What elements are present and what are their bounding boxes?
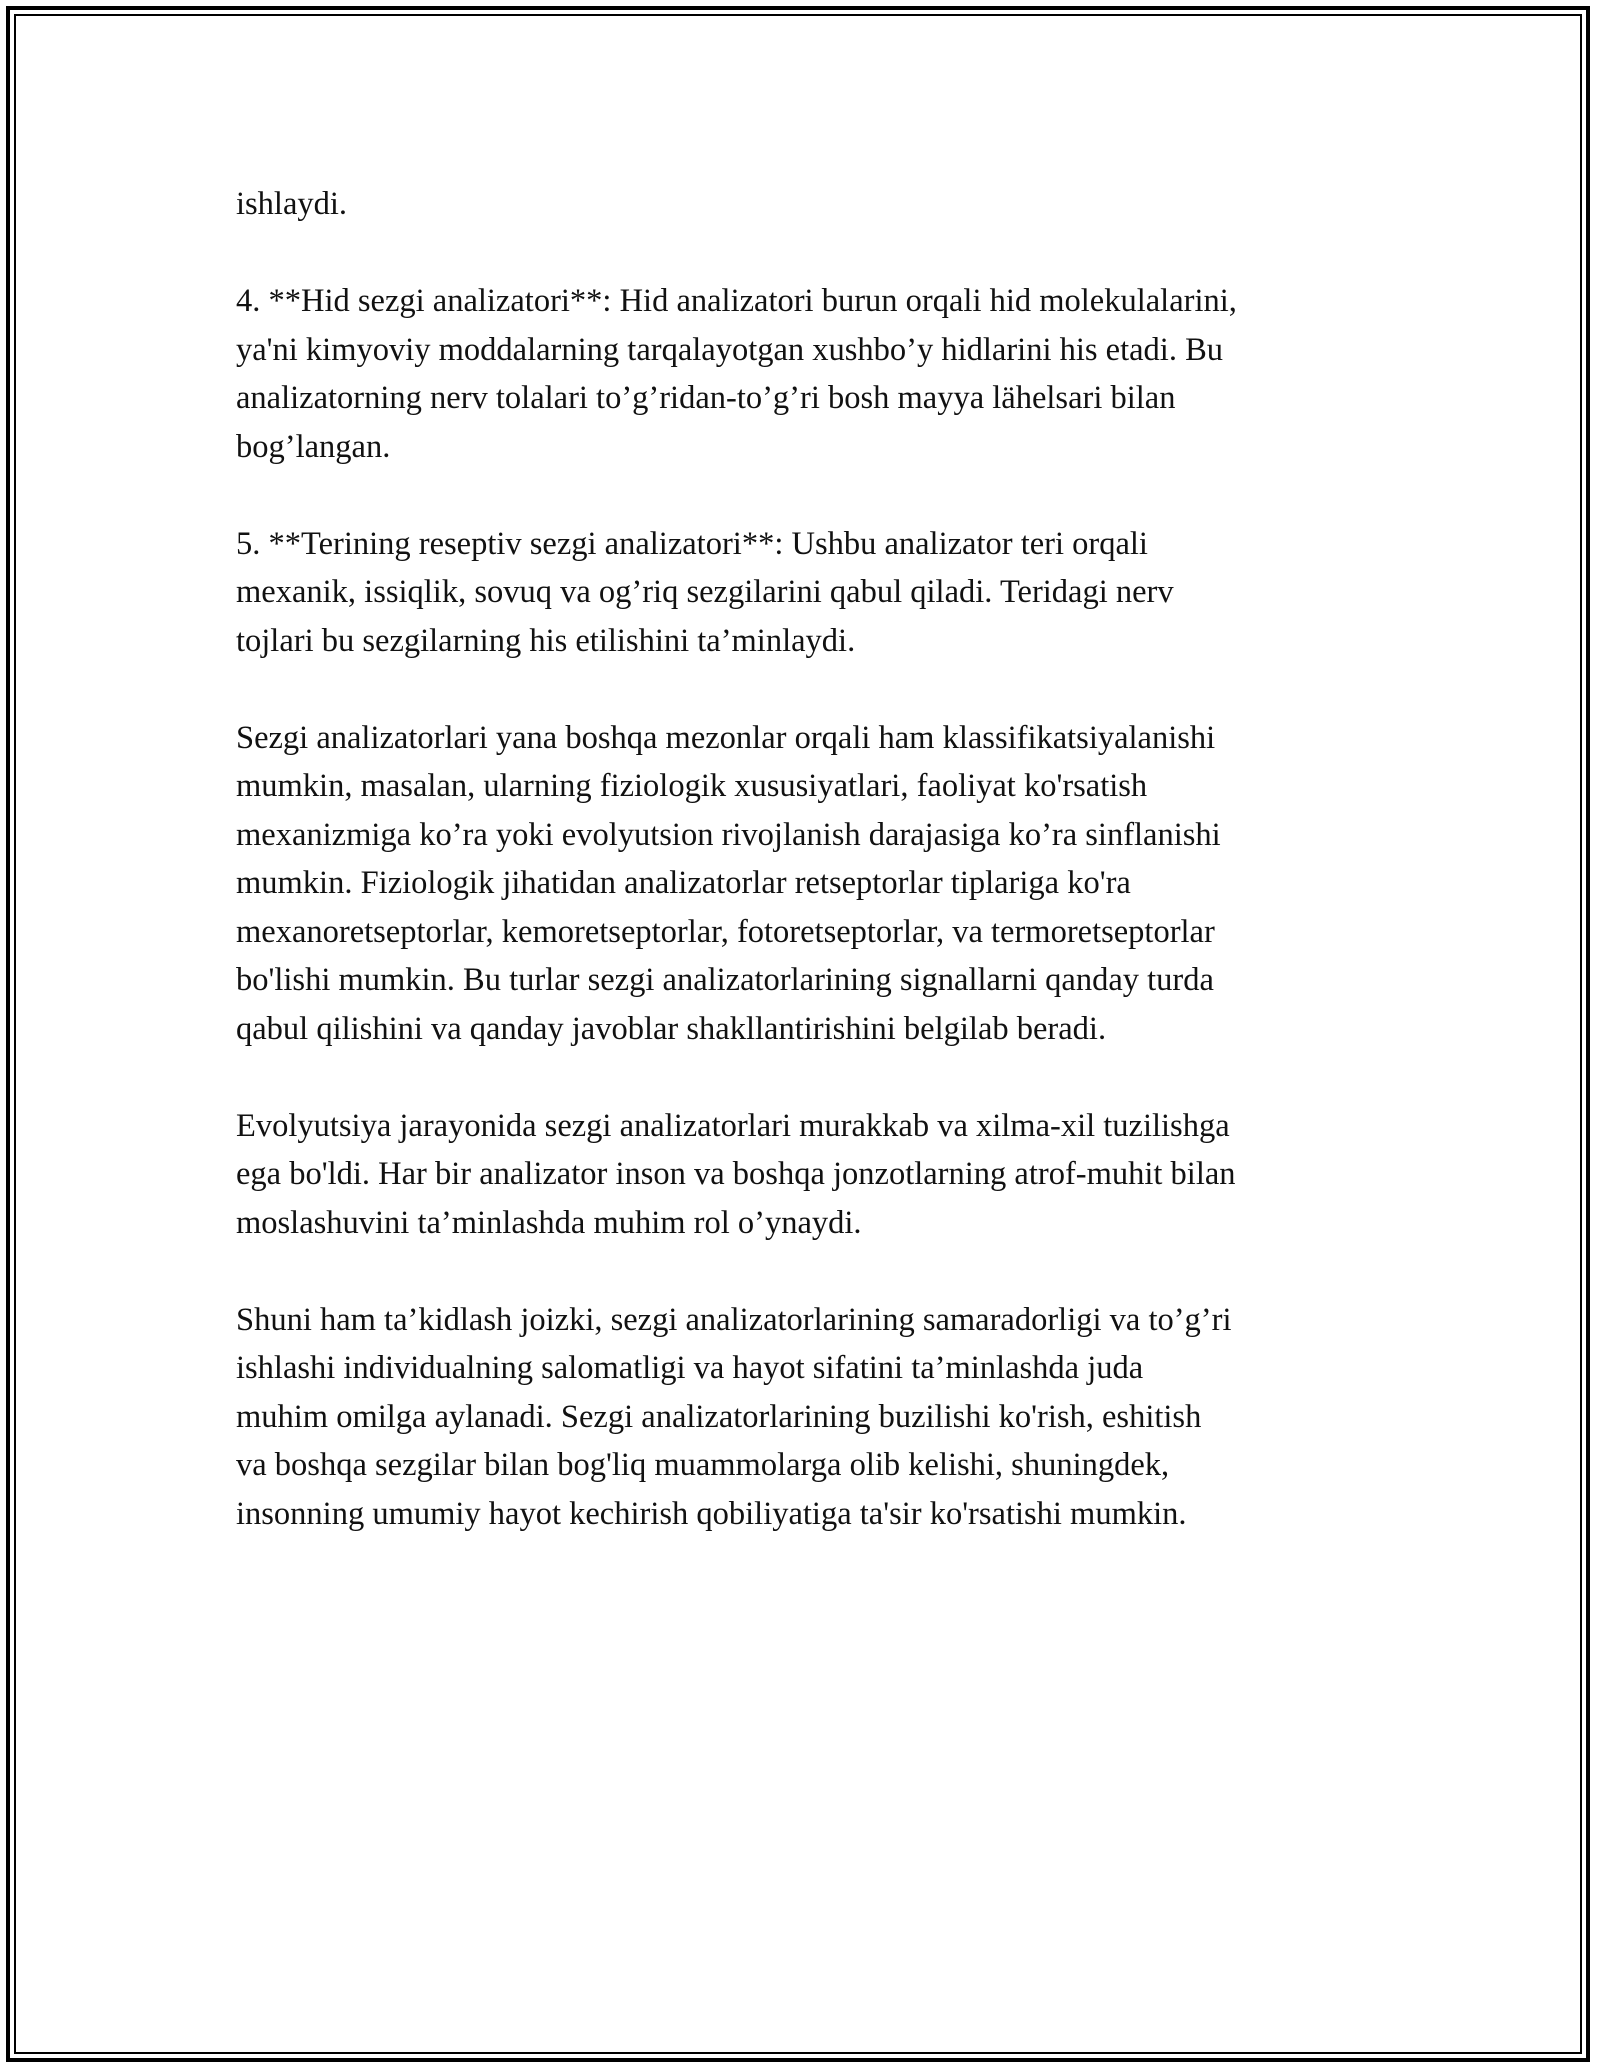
text-line: muhim omilga aylanadi. Sezgi analizatorlarining buzilishi ko'rish, eshitish [236, 1398, 1202, 1435]
text-line: bo'lishi mumkin. Bu turlar sezgi analizatorlarining signallarni qanday turda [236, 962, 1214, 998]
text-line: Sezgi analizatorlari yana boshqa mezonlar orqali ham klassifikatsiyalanishi [236, 719, 1216, 756]
paragraph-conclusion [236, 1296, 1376, 1539]
text-line: ishlaydi. [236, 186, 348, 222]
text-line: tojlari bu sezgilarning his etilishini ta’minlaydi. [236, 622, 856, 659]
text-line: insonning umumiy hayot kechirish qobiliyatiga ta'sir ko'rsatishi mumkin. [236, 1495, 1187, 1532]
text-line: mumkin. Fiziologik jihatidan analizatorlar retseptorlar tiplariga ko'ra [236, 865, 1131, 901]
text-line: moslashuvini ta’minlashda muhim rol o’ynaydi. [236, 1204, 862, 1241]
text-line: 5. **Terining reseptiv sezgi analizatori**: Ushbu analizator teri orqali [236, 525, 1148, 562]
text-line: Shuni ham ta’kidlash joizki, sezgi analizatorlarining samaradorligi va to’g’ri [236, 1301, 1232, 1338]
text-line: mexanoretseptorlar, kemoretseptorlar, fotoretseptorlar, va termoretseptorlar [236, 913, 1215, 950]
text-line: Evolyutsiya jarayonida sezgi analizatorlari murakkab va xilma-xil tuzilishga [236, 1107, 1230, 1144]
text-line: qabul qilishini va qanday javoblar shakllantirishini belgilab beradi. [236, 1010, 1107, 1047]
text-line: ega bo'ldi. Har bir analizator inson va boshqa jonzotlarning atrof-muhit bilan [236, 1156, 1236, 1192]
paragraph-continuation [236, 180, 1376, 229]
text-line: 4. **Hid sezgi analizatori**: Hid analizatori burun orqali hid molekulalarini, [236, 283, 1237, 319]
text-line: ya'ni kimyoviy moddalarning tarqalayotgan xushbo’y hidlarini his etadi. Bu [236, 331, 1223, 368]
document-body [236, 180, 1376, 1587]
paragraph-evolution [236, 1102, 1376, 1248]
paragraph-classification [236, 714, 1376, 1054]
paragraph-smell-analyzer [236, 277, 1376, 471]
text-line: bog’langan. [236, 428, 391, 465]
text-line: analizatorning nerv tolalari to’g’ridan-to’g’ri bosh mayya lähelsari bilan [236, 380, 1176, 416]
text-line: ishlashi individualning salomatligi va hayot sifatini ta’minlashda juda [236, 1350, 1144, 1386]
text-line: mexanik, issiqlik, sovuq va og’riq sezgilarini qabul qiladi. Teridagi nerv [236, 574, 1174, 610]
text-line: mexanizmiga ko’ra yoki evolyutsion rivojlanish darajasiga ko’ra sinflanishi [236, 816, 1221, 853]
text-line: va boshqa sezgilar bilan bog'liq muammolarga olib kelishi, shuningdek, [236, 1447, 1170, 1483]
text-line: mumkin, masalan, ularning fiziologik xususiyatlari, faoliyat ko'rsatish [236, 768, 1148, 804]
paragraph-skin-analyzer [236, 520, 1376, 666]
